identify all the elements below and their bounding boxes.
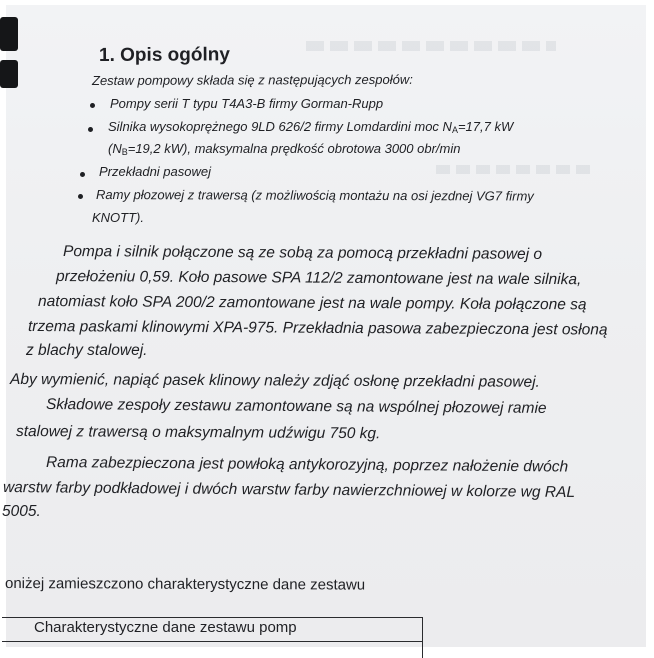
para1-line5: z blachy stalowej. — [26, 342, 148, 359]
bullet-engine-text: Silnika wysokoprężnego 9LD 626/2 firmy Lomdardini moc N — [108, 119, 452, 134]
para1-line4: trzema paskami klinowymi XPA-975. Przekładnia pasowa zabezpieczona jest osłoną — [27, 318, 608, 339]
para4-line2: warstw farby podkładowej i dwóch warstw farby nawierzchniowej w kolorze wg RAL — [2, 479, 576, 501]
bullet-engine — [108, 119, 513, 135]
bullet-dot — [90, 103, 95, 108]
section-heading: 1. Opis ogólny — [98, 44, 230, 66]
bullet-frame-line2: KNOTT). — [92, 210, 144, 225]
bullet-engine-line2 — [108, 141, 460, 157]
subscript-a: A — [451, 125, 458, 135]
para1-line3: natomiast koło SPA 200/2 zamontowane jest na wale pompy. Koła połączone są — [37, 293, 587, 314]
para4-line1: Rama zabezpieczona jest powłoką antykorozyjną, poprzez nałożenie dwóch — [45, 454, 569, 476]
bullet-dot — [78, 194, 83, 199]
bullet-frame: Ramy płozowej z trawersą (z możliwością montażu na osi jezdnej VG7 firmy — [95, 187, 534, 204]
bullet-belt-drive: Przekładni pasowej — [99, 164, 212, 179]
document-page — [2, 5, 646, 647]
table-intro-text: oniżej zamieszczono charakterystyczne dane zestawu — [4, 575, 366, 594]
bullet-pump: Pompy serii T typu T4A3-B firmy Gorman-Rupp — [110, 96, 384, 111]
bullet-dot — [80, 172, 85, 177]
para2-text: Aby wymienić, napiąć pasek klinowy należy zdjąć osłonę przekładni pasowej. — [9, 371, 540, 391]
para3-line1: Składowe zespoły zestawu zamontowane są na wspólnej płozowej ramie — [45, 396, 547, 417]
intro-text: Zestaw pompowy składa się z następujących zespołów: — [91, 71, 413, 88]
bullet-engine-l2-pre: (N — [108, 141, 122, 156]
binder-clip-top — [0, 17, 18, 51]
bullet-engine-l2-post: =19,2 kW), maksymalna prędkość obrotowa 3000 obr/min — [127, 141, 461, 156]
para1-line2: przełożeniu 0,59. Koło pasowe SPA 112/2 zamontowane jest na wale silnika, — [55, 268, 582, 289]
para1-line1: Pompa i silnik połączone są ze sobą za pomocą przekładni pasowej o — [62, 243, 543, 263]
para4-line3: 5005. — [2, 503, 41, 520]
binder-clip-bottom — [0, 60, 18, 88]
bleed-through-mark — [306, 41, 556, 51]
table-divider — [2, 641, 422, 642]
subscript-b: B — [121, 147, 128, 157]
table-header-cell: Charakterystyczne dane zestawu pomp — [34, 619, 297, 636]
bullet-dot — [88, 127, 93, 132]
bleed-through-mark — [436, 165, 596, 174]
para3-line2: stalowej z trawersą o maksymalnym udźwigu 750 kg. — [15, 423, 381, 443]
bullet-engine-power: =17,7 kW — [457, 119, 514, 134]
